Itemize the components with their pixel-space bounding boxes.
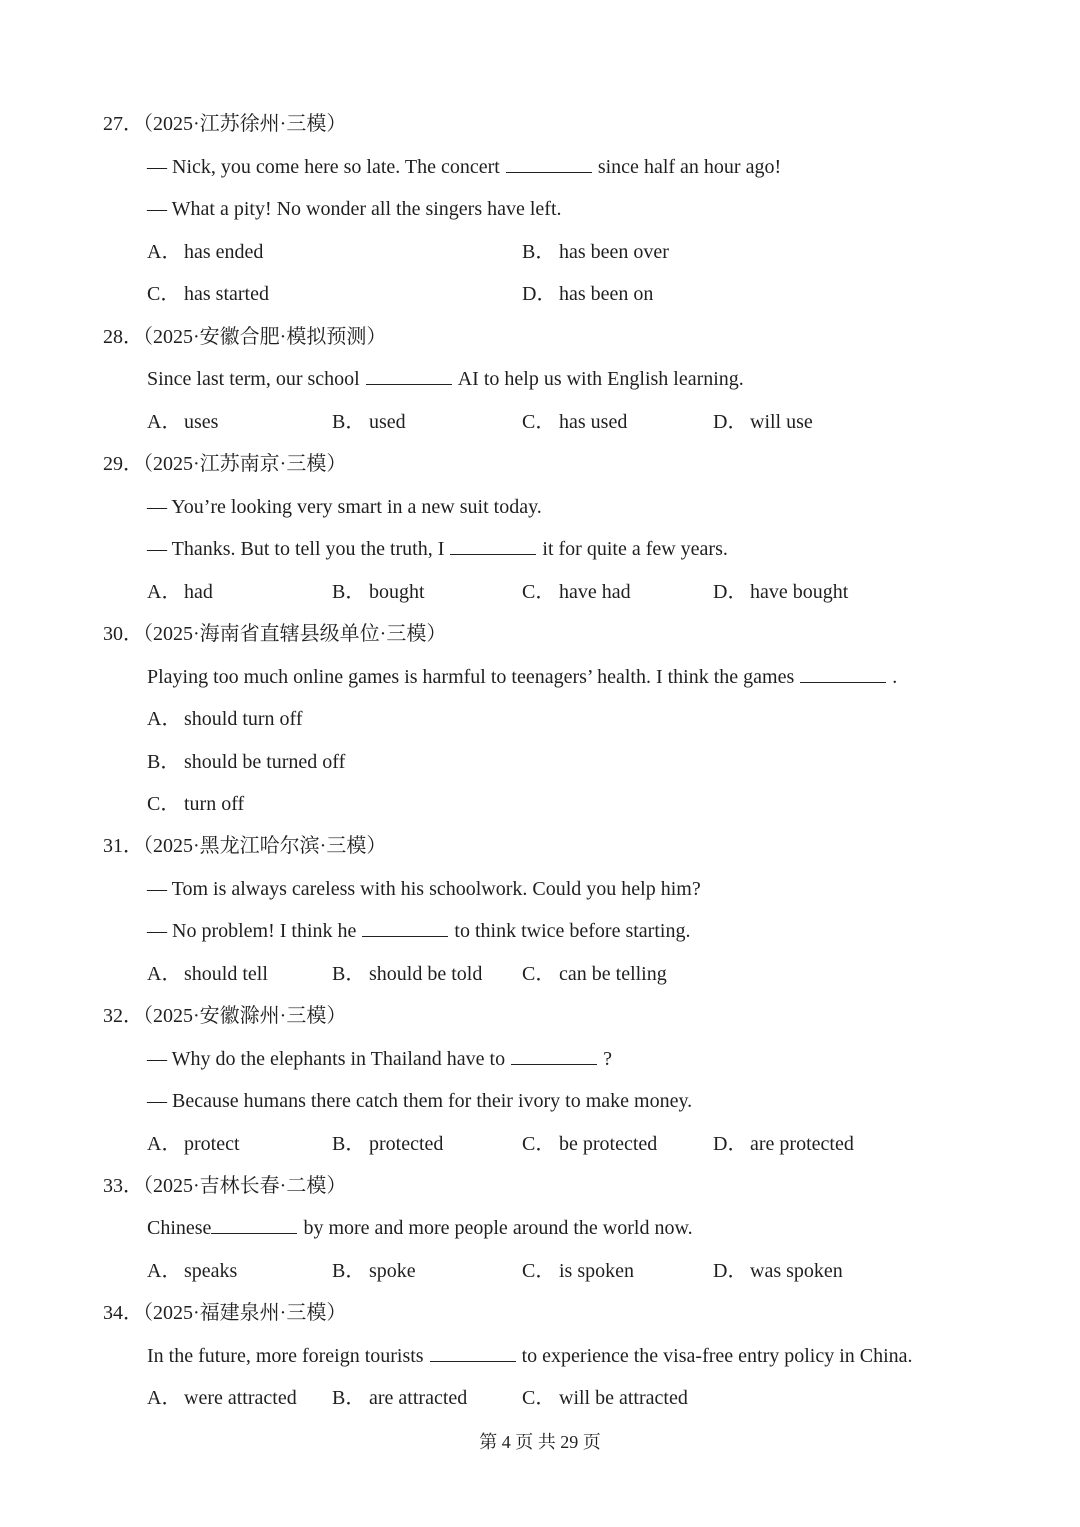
q33-option-a (147, 1255, 237, 1287)
q28-text-a: Since last term, our school (147, 368, 360, 390)
option-letter: B． (332, 1133, 366, 1155)
option-letter: C． (522, 1133, 556, 1155)
option-letter: D． (713, 1133, 748, 1155)
q31-option-b (332, 958, 482, 990)
q32-option-a (147, 1128, 240, 1160)
option-letter: D． (713, 1260, 748, 1282)
option-text: is spoken (559, 1260, 634, 1282)
option-letter: A． (147, 1260, 182, 1282)
option-text: protected (369, 1133, 444, 1155)
option-letter: C． (522, 411, 556, 433)
q28-text-b: AI to help us with English learning. (457, 368, 744, 390)
answer-blank (366, 364, 452, 385)
q31-text-b: to think twice before starting. (454, 920, 691, 942)
q34-text-a: In the future, more foreign tourists (147, 1345, 424, 1367)
option-letter: A． (147, 411, 182, 433)
q33-option-d (713, 1255, 843, 1287)
option-text: be protected (559, 1133, 658, 1155)
question-34-line-1 (147, 1340, 913, 1372)
option-text: are attracted (369, 1387, 468, 1409)
q34-option-a (147, 1382, 297, 1414)
q34-option-b (332, 1382, 467, 1414)
q29-text-a: — Thanks. But to tell you the truth, I (147, 538, 445, 560)
q32-text-a: — Why do the elephants in Thailand have to (147, 1048, 506, 1070)
option-text: bought (369, 581, 425, 603)
option-letter: A． (147, 581, 182, 603)
option-text: will use (750, 411, 813, 433)
q27-text-a: — Nick, you come here so late. The concert (147, 156, 500, 178)
option-letter: C． (522, 581, 556, 603)
question-29-header: 29．（2025·江苏南京·三模） (103, 453, 347, 475)
q32-option-c (522, 1128, 657, 1160)
option-letter: B． (332, 1260, 366, 1282)
question-29-line-2 (147, 533, 728, 565)
question-30-line-1 (147, 661, 897, 693)
q28-option-c (522, 406, 627, 438)
q29-option-a (147, 576, 213, 608)
option-text: has started (184, 283, 269, 305)
q27-option-c (147, 278, 269, 310)
question-33-line-1 (147, 1212, 693, 1244)
page-number-footer: 第 4 页 共 29 页 (479, 1432, 601, 1452)
option-text: has used (559, 411, 628, 433)
option-text: speaks (184, 1260, 238, 1282)
option-letter: A． (147, 1133, 182, 1155)
option-letter: A． (147, 963, 182, 985)
question-29-line-1: — You’re looking very smart in a new suit today. (147, 496, 542, 518)
option-letter: C． (522, 1260, 556, 1282)
q28-option-b (332, 406, 406, 438)
option-letter: C． (522, 1387, 556, 1409)
question-27-header: 27．（2025·江苏徐州·三模） (103, 113, 347, 135)
option-text: will be attracted (559, 1387, 688, 1409)
option-text: have bought (750, 581, 849, 603)
q33-text-b: by more and more people around the world now. (303, 1217, 693, 1239)
option-letter: D． (713, 411, 748, 433)
q28-option-a (147, 406, 218, 438)
question-31-line-1: — Tom is always careless with his schoolwork. Could you help him? (147, 878, 701, 900)
q29-option-b (332, 576, 425, 608)
question-32-line-2: — Because humans there catch them for their ivory to make money. (147, 1090, 693, 1112)
option-text: can be telling (559, 963, 667, 985)
q27-option-a (147, 236, 263, 268)
q29-option-c (522, 576, 631, 608)
q32-text-b: ? (603, 1048, 612, 1070)
option-letter: A． (147, 708, 182, 730)
q31-option-c (522, 958, 667, 990)
option-text: used (369, 411, 406, 433)
q33-option-c (522, 1255, 634, 1287)
option-text: have had (559, 581, 631, 603)
q27-text-b: since half an hour ago! (597, 156, 782, 178)
q29-text-b: it for quite a few years. (542, 538, 728, 560)
option-text: should be turned off (184, 751, 346, 773)
answer-blank (800, 662, 886, 683)
option-letter: B． (332, 411, 366, 433)
option-text: were attracted (184, 1387, 297, 1409)
q30-option-b (147, 746, 345, 778)
question-31-header: 31．（2025·黑龙江哈尔滨·三模） (103, 835, 387, 857)
option-letter: B． (332, 581, 366, 603)
option-text: uses (184, 411, 219, 433)
option-text: has ended (184, 241, 264, 263)
option-text: turn off (184, 793, 245, 815)
q30-option-a (147, 703, 303, 735)
option-letter: B． (522, 241, 556, 263)
answer-blank (506, 152, 592, 173)
answer-blank (430, 1341, 516, 1362)
question-31-line-2 (147, 915, 690, 947)
option-letter: B． (147, 751, 181, 773)
option-text: should turn off (184, 708, 303, 730)
q31-text-a: — No problem! I think he (147, 920, 357, 942)
q34-option-c (522, 1382, 688, 1414)
q30-option-c (147, 788, 244, 820)
option-text: was spoken (750, 1260, 843, 1282)
question-30-header: 30．（2025·海南省直辖县级单位·三模） (103, 623, 447, 645)
option-text: has been on (559, 283, 654, 305)
q33-option-b (332, 1255, 416, 1287)
option-text: spoke (369, 1260, 416, 1282)
q28-option-d (713, 406, 813, 438)
q31-option-a (147, 958, 268, 990)
question-32-header: 32．（2025·安徽滁州·三模） (103, 1005, 347, 1027)
option-letter: C． (147, 793, 181, 815)
option-letter: C． (522, 963, 556, 985)
q34-text-b: to experience the visa-free entry policy in China. (521, 1345, 913, 1367)
question-34-header: 34．（2025·福建泉州·三模） (103, 1302, 347, 1324)
option-text: protect (184, 1133, 240, 1155)
question-28-line-1 (147, 363, 744, 395)
question-27-line-1 (147, 151, 781, 183)
option-text: had (184, 581, 213, 603)
option-letter: D． (522, 283, 557, 305)
answer-blank (211, 1213, 297, 1234)
q27-option-b (522, 236, 669, 268)
option-letter: B． (332, 1387, 366, 1409)
option-letter: C． (147, 283, 181, 305)
option-letter: A． (147, 1387, 182, 1409)
q30-text-b: . (892, 666, 898, 688)
q33-text-a: Chinese (147, 1217, 212, 1239)
answer-blank (511, 1044, 597, 1065)
q32-option-d (713, 1128, 854, 1160)
question-33-header: 33．（2025·吉林长春·二模） (103, 1175, 347, 1197)
option-letter: D． (713, 581, 748, 603)
answer-blank (450, 534, 536, 555)
q30-text-a: Playing too much online games is harmful to teenagers’ health. I think the games (147, 666, 795, 688)
q32-option-b (332, 1128, 443, 1160)
option-text: are protected (750, 1133, 854, 1155)
option-text: has been over (559, 241, 669, 263)
option-letter: B． (332, 963, 366, 985)
answer-blank (362, 916, 448, 937)
q27-option-d (522, 278, 653, 310)
option-text: should be told (369, 963, 483, 985)
option-letter: A． (147, 241, 182, 263)
question-27-line-2: — What a pity! No wonder all the singers have left. (147, 198, 562, 220)
question-28-header: 28．（2025·安徽合肥·模拟预测） (103, 326, 387, 348)
question-32-line-1 (147, 1043, 612, 1075)
q29-option-d (713, 576, 848, 608)
option-text: should tell (184, 963, 268, 985)
